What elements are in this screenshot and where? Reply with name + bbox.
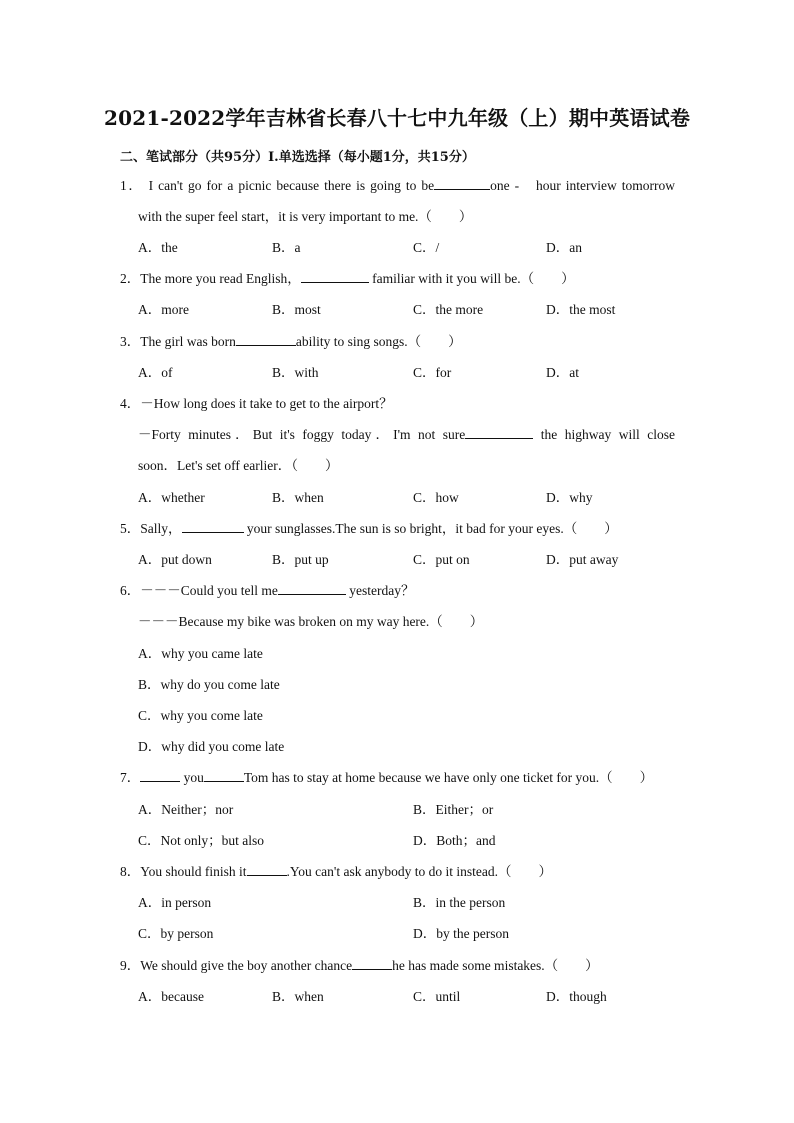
question-5-stem: 5．Sally， your sunglasses.The sun is so bright，it bad for your eyes.（ ）	[120, 521, 618, 536]
question-6-stem-cont: －－－Because my bike was broken on my way here.（ ）	[138, 614, 484, 629]
q3-option-c[interactable]: C．for	[413, 365, 452, 380]
answer-blank	[204, 769, 244, 782]
q4-option-a[interactable]: A．whether	[138, 490, 205, 505]
answer-blank	[301, 270, 369, 283]
q6-option-d[interactable]: D．why did you come late	[138, 739, 285, 754]
q8-option-d[interactable]: D．by the person	[413, 926, 509, 941]
q3-option-a[interactable]: A．of	[138, 365, 173, 380]
section-heading: 二、笔试部分（共95分）Ⅰ.单选选择（每小题1分，共15分）	[120, 150, 475, 165]
q2-option-b[interactable]: B．most	[272, 302, 321, 317]
q9-option-c[interactable]: C．until	[413, 989, 461, 1004]
question-8-stem: 8．You should finish it .You can't ask anybody to do it instead.（ ）	[120, 864, 552, 879]
question-1-stem-cont: with the super feel start，it is very important to me.（ ）	[138, 209, 473, 224]
q1-option-d[interactable]: D．an	[546, 240, 582, 255]
q1-option-b[interactable]: B．a	[272, 240, 301, 255]
answer-blank	[465, 426, 533, 439]
q1-option-a[interactable]: A．the	[138, 240, 178, 255]
q6-option-b[interactable]: B．why do you come late	[138, 677, 280, 692]
question-4-stem: 4．－How long does it take to get to the airport？	[120, 396, 393, 411]
q3-option-d[interactable]: D．at	[546, 365, 579, 380]
q4-option-c[interactable]: C．how	[413, 490, 459, 505]
q8-option-b[interactable]: B．in the person	[413, 895, 506, 910]
q4-option-b[interactable]: B．when	[272, 490, 324, 505]
q1-option-c[interactable]: C．/	[413, 240, 440, 255]
q4-option-d[interactable]: D．why	[546, 490, 593, 505]
q3-option-b[interactable]: B．with	[272, 365, 319, 380]
answer-blank	[434, 177, 490, 190]
question-3-stem: 3．The girl was born ability to sing songs.（ ）	[120, 334, 462, 349]
answer-blank	[352, 957, 392, 970]
answer-blank	[278, 582, 346, 595]
q9-option-d[interactable]: D．though	[546, 989, 607, 1004]
question-4-stem-cont: －Forty minutes．But it's foggy today．I'm not sure the highway will close	[138, 427, 675, 442]
q7-option-b[interactable]: B．Either；or	[413, 802, 494, 817]
q7-option-d[interactable]: D．Both；and	[413, 833, 496, 848]
answer-blank	[182, 520, 244, 533]
q2-option-c[interactable]: C．the more	[413, 302, 484, 317]
answer-blank	[140, 769, 180, 782]
answer-blank	[247, 863, 287, 876]
q6-option-c[interactable]: C．why you come late	[138, 708, 263, 723]
q5-option-a[interactable]: A．put down	[138, 552, 212, 567]
q7-option-c[interactable]: C．Not only；but also	[138, 833, 265, 848]
q8-option-a[interactable]: A．in person	[138, 895, 212, 910]
q9-option-b[interactable]: B．when	[272, 989, 324, 1004]
q5-option-b[interactable]: B．put up	[272, 552, 329, 567]
q6-option-a[interactable]: A．why you came late	[138, 646, 263, 661]
q5-option-c[interactable]: C．put on	[413, 552, 470, 567]
exam-title: 2021-2022学年吉林省长春八十七中九年级（上）期中英语试卷	[103, 106, 691, 130]
question-7-stem: 7． you Tom has to stay at home because we have only one ticket for you.（ ）	[120, 770, 654, 785]
q9-option-a[interactable]: A．because	[138, 989, 204, 1004]
question-9-stem: 9．We should give the boy another chance he has made some mistakes.（ ）	[120, 958, 599, 973]
answer-blank	[236, 333, 296, 346]
question-1-stem: 1． I can't go for a picnic because there is going to be one - hour interview tomorrow	[120, 178, 675, 193]
q2-option-a[interactable]: A．more	[138, 302, 189, 317]
q5-option-d[interactable]: D．put away	[546, 552, 619, 567]
q7-option-a[interactable]: A．Neither；nor	[138, 802, 234, 817]
q2-option-d[interactable]: D．the most	[546, 302, 616, 317]
question-4-stem-end: soon．Let's set off earlier．（ ）	[138, 458, 339, 473]
question-6-stem: 6．－－－Could you tell me yesterday？	[120, 583, 415, 598]
question-2-stem: 2．The more you read English， familiar with it you will be.（ ）	[120, 271, 575, 286]
q8-option-c[interactable]: C．by person	[138, 926, 214, 941]
